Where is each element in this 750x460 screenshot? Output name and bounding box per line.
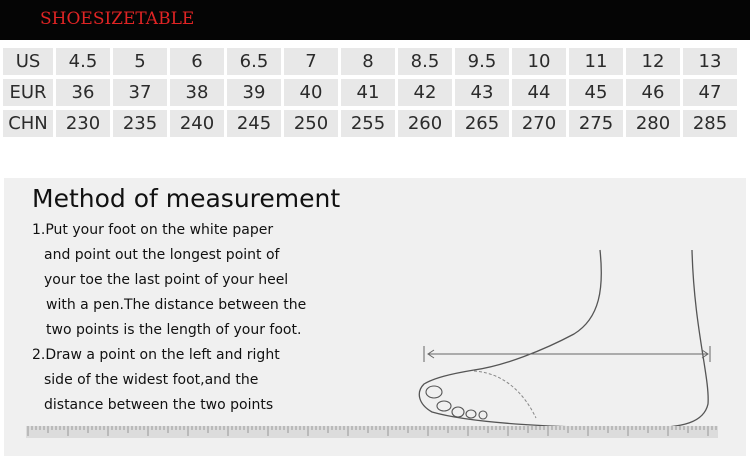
toe-icon: [479, 411, 487, 419]
size-cell: 255: [341, 110, 395, 137]
size-cell: 11: [569, 48, 623, 75]
toe-icon: [426, 386, 442, 398]
size-cell: 37: [113, 79, 167, 106]
size-cell: 42: [398, 79, 452, 106]
size-cell: 5: [113, 48, 167, 75]
foot-outline-icon: [419, 250, 708, 428]
instruction-line: and point out the longest point of: [44, 247, 280, 263]
size-cell: 7: [284, 48, 338, 75]
size-cell: 38: [170, 79, 224, 106]
size-cell: 10: [512, 48, 566, 75]
size-cell: 280: [626, 110, 680, 137]
size-cell: 8: [341, 48, 395, 75]
toe-icon: [437, 401, 451, 411]
size-cell: 240: [170, 110, 224, 137]
size-cell: 250: [284, 110, 338, 137]
size-cell: 235: [113, 110, 167, 137]
size-row-us: [3, 48, 737, 75]
size-cell: 4.5: [56, 48, 110, 75]
size-cell: 41: [341, 79, 395, 106]
banner-title: SHOESIZETABLE: [40, 9, 195, 29]
size-cell: 39: [227, 79, 281, 106]
instruction-line: 1.Put your foot on the white paper: [32, 222, 274, 238]
instruction-line: with a pen.The distance between the: [46, 297, 307, 313]
instruction-line: 2.Draw a point on the left and right: [32, 347, 280, 363]
method-title: Method of measurement: [32, 184, 341, 213]
measurement-panel: [4, 178, 746, 456]
size-cell: 45: [569, 79, 623, 106]
size-cell: 40: [284, 79, 338, 106]
size-cell: 6: [170, 48, 224, 75]
size-cell: 46: [626, 79, 680, 106]
size-cell: 275: [569, 110, 623, 137]
foot-measurement-illustration: [4, 178, 746, 456]
size-cell: 260: [398, 110, 452, 137]
size-row-label: US: [3, 48, 53, 75]
toe-icon: [466, 410, 476, 418]
size-table: [0, 44, 740, 141]
size-row-eur: [3, 79, 737, 106]
toe-icon: [452, 407, 464, 417]
size-cell: 47: [683, 79, 737, 106]
size-row-label: CHN: [3, 110, 53, 137]
size-cell: 8.5: [398, 48, 452, 75]
size-cell: 285: [683, 110, 737, 137]
size-cell: 12: [626, 48, 680, 75]
instruction-line: side of the widest foot,and the: [44, 372, 259, 388]
size-cell: 270: [512, 110, 566, 137]
header-banner: [0, 0, 750, 40]
instruction-line: two points is the length of your foot.: [46, 322, 302, 338]
size-cell: 230: [56, 110, 110, 137]
size-row-chn: [3, 110, 737, 137]
instruction-line: distance between the two points: [44, 397, 274, 413]
size-cell: 44: [512, 79, 566, 106]
size-cell: 43: [455, 79, 509, 106]
instruction-line: your toe the last point of your heel: [44, 272, 289, 288]
size-cell: 6.5: [227, 48, 281, 75]
size-cell: 9.5: [455, 48, 509, 75]
size-cell: 245: [227, 110, 281, 137]
size-cell: 265: [455, 110, 509, 137]
size-row-label: EUR: [3, 79, 53, 106]
size-cell: 13: [683, 48, 737, 75]
size-cell: 36: [56, 79, 110, 106]
